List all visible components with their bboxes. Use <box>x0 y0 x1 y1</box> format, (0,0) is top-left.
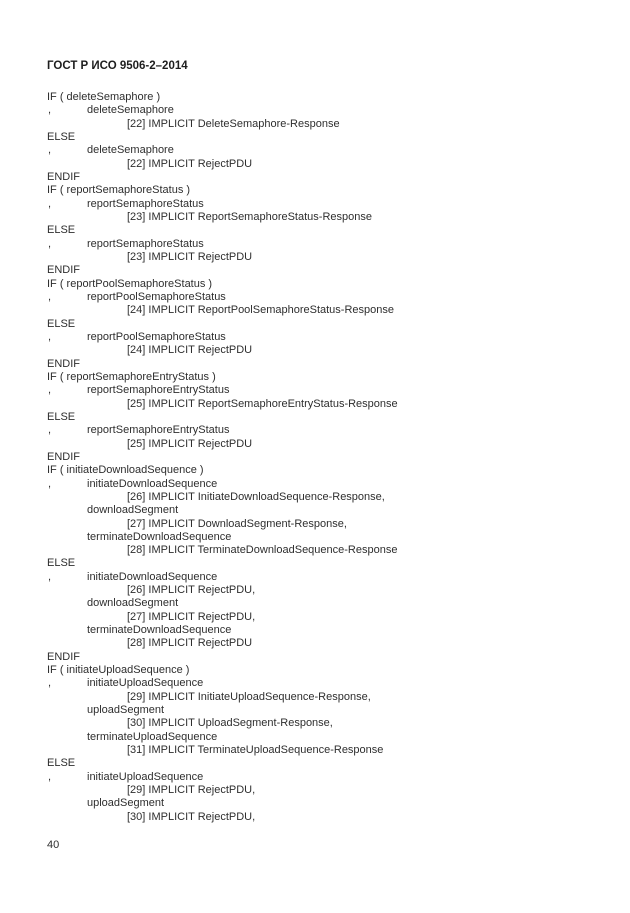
code-text: initiateUploadSequence <box>87 770 204 783</box>
document-header: ГОСТ Р ИСО 9506-2–2014 <box>47 60 188 72</box>
code-text: uploadSegment <box>87 797 165 810</box>
code-text: IF ( reportSemaphoreEntryStatus ) <box>47 370 216 383</box>
code-text: [27] IMPLICIT DownloadSegment-Response, <box>127 517 347 530</box>
code-line <box>47 438 607 451</box>
code-text: ELSE <box>47 410 76 423</box>
code-line <box>47 91 607 104</box>
code-line <box>47 371 607 384</box>
code-text: initiateUploadSequence <box>87 677 204 690</box>
code-line <box>47 224 607 237</box>
code-line <box>47 611 607 624</box>
code-line <box>47 318 607 331</box>
code-text: [28] IMPLICIT RejectPDU <box>127 637 253 650</box>
code-line <box>47 398 607 411</box>
code-line <box>47 531 607 544</box>
code-text: terminateDownloadSequence <box>87 530 232 543</box>
code-line <box>47 451 607 464</box>
comma-separator: , <box>48 104 52 117</box>
code-text: initiateDownloadSequence <box>87 477 218 490</box>
code-text: [29] IMPLICIT RejectPDU, <box>127 784 256 797</box>
page-number: 40 <box>47 839 60 851</box>
code-line <box>47 624 607 637</box>
code-text: reportSemaphoreEntryStatus <box>87 384 230 397</box>
code-text: [29] IMPLICIT InitiateUploadSequence-Response, <box>127 690 371 703</box>
code-line <box>47 251 607 264</box>
code-line <box>47 717 607 730</box>
code-text: uploadSegment <box>87 704 165 717</box>
code-text: [27] IMPLICIT RejectPDU, <box>127 610 256 623</box>
code-text: ENDIF <box>47 450 80 463</box>
code-line <box>47 504 607 517</box>
code-text: [26] IMPLICIT InitiateDownloadSequence-Response, <box>127 490 385 503</box>
code-line <box>47 584 607 597</box>
code-line <box>47 211 607 224</box>
code-line <box>47 278 607 291</box>
code-text: ELSE <box>47 557 76 570</box>
code-text: [23] IMPLICIT RejectPDU <box>127 250 253 263</box>
code-line <box>47 104 607 117</box>
code-text: [24] IMPLICIT RejectPDU <box>127 344 253 357</box>
code-text: IF ( initiateDownloadSequence ) <box>47 464 204 477</box>
code-line <box>47 304 607 317</box>
code-line <box>47 131 607 144</box>
code-text: IF ( reportPoolSemaphoreStatus ) <box>47 277 213 290</box>
code-line <box>47 597 607 610</box>
code-text: deleteSemaphore <box>87 144 174 157</box>
code-text: [25] IMPLICIT RejectPDU <box>127 437 253 450</box>
code-text: [25] IMPLICIT ReportSemaphoreEntryStatus-Response <box>127 397 398 410</box>
code-text: [30] IMPLICIT UploadSegment-Response, <box>127 717 333 730</box>
code-text: ENDIF <box>47 357 80 370</box>
comma-separator: , <box>48 477 52 490</box>
code-text: reportSemaphoreStatus <box>87 237 204 250</box>
code-line <box>47 771 607 784</box>
comma-separator: , <box>48 144 52 157</box>
code-text: ENDIF <box>47 650 80 663</box>
code-text: [26] IMPLICIT RejectPDU, <box>127 584 256 597</box>
code-line <box>47 331 607 344</box>
code-line <box>47 344 607 357</box>
comma-separator: , <box>48 197 52 210</box>
code-line <box>47 557 607 570</box>
code-line <box>47 637 607 650</box>
code-line <box>47 158 607 171</box>
code-text: ELSE <box>47 130 76 143</box>
code-text: deleteSemaphore <box>87 104 174 117</box>
code-text: [22] IMPLICIT DeleteSemaphore-Response <box>127 117 340 130</box>
code-line <box>47 797 607 810</box>
code-line <box>47 291 607 304</box>
code-line <box>47 384 607 397</box>
code-line <box>47 811 607 824</box>
code-line <box>47 651 607 664</box>
code-line <box>47 704 607 717</box>
code-line <box>47 184 607 197</box>
code-line <box>47 784 607 797</box>
code-line <box>47 478 607 491</box>
code-line <box>47 744 607 757</box>
code-text: IF ( deleteSemaphore ) <box>47 91 161 103</box>
code-line <box>47 238 607 251</box>
code-line <box>47 464 607 477</box>
code-text: [24] IMPLICIT ReportPoolSemaphoreStatus-Response <box>127 304 394 317</box>
code-text: reportSemaphoreStatus <box>87 197 204 210</box>
code-text: ELSE <box>47 757 76 770</box>
code-line <box>47 677 607 690</box>
code-text: [28] IMPLICIT TerminateDownloadSequence-Response <box>127 544 398 557</box>
code-text: [30] IMPLICIT RejectPDU, <box>127 810 256 823</box>
code-line <box>47 424 607 437</box>
code-text: IF ( reportSemaphoreStatus ) <box>47 184 191 197</box>
code-text: [23] IMPLICIT ReportSemaphoreStatus-Response <box>127 210 372 223</box>
comma-separator: , <box>48 330 52 343</box>
code-line <box>47 544 607 557</box>
comma-separator: , <box>48 570 52 583</box>
code-text: terminateDownloadSequence <box>87 624 232 637</box>
code-text: initiateDownloadSequence <box>87 570 218 583</box>
code-text: reportPoolSemaphoreStatus <box>87 330 226 343</box>
code-text: downloadSegment <box>87 597 179 610</box>
code-text: downloadSegment <box>87 504 179 517</box>
code-line <box>47 731 607 744</box>
code-line <box>47 118 607 131</box>
code-line <box>47 757 607 770</box>
code-text: ELSE <box>47 317 76 330</box>
code-line <box>47 571 607 584</box>
code-line <box>47 491 607 504</box>
code-line <box>47 518 607 531</box>
code-line <box>47 358 607 371</box>
comma-separator: , <box>48 237 52 250</box>
code-line <box>47 264 607 277</box>
code-text: terminateUploadSequence <box>87 730 218 743</box>
comma-separator: , <box>48 424 52 437</box>
code-text: [31] IMPLICIT TerminateUploadSequence-Response <box>127 744 384 757</box>
code-text: ELSE <box>47 224 76 237</box>
asn1-code-block <box>47 91 607 824</box>
code-line <box>47 691 607 704</box>
code-text: reportSemaphoreEntryStatus <box>87 424 230 437</box>
comma-separator: , <box>48 384 52 397</box>
comma-separator: , <box>48 677 52 690</box>
code-line <box>47 144 607 157</box>
code-line <box>47 171 607 184</box>
code-line <box>47 664 607 677</box>
code-text: [22] IMPLICIT RejectPDU <box>127 157 253 170</box>
code-text: ENDIF <box>47 264 80 277</box>
comma-separator: , <box>48 770 52 783</box>
code-text: reportPoolSemaphoreStatus <box>87 290 226 303</box>
code-line <box>47 411 607 424</box>
comma-separator: , <box>48 290 52 303</box>
code-text: ENDIF <box>47 170 80 183</box>
code-line <box>47 198 607 211</box>
code-text: IF ( initiateUploadSequence ) <box>47 664 190 677</box>
